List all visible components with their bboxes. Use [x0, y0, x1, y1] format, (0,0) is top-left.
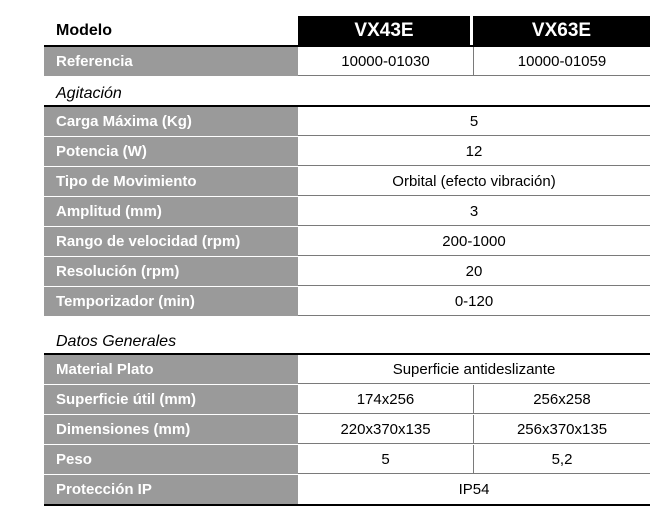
- row-label: Temporizador (min): [44, 287, 298, 316]
- section-agitacion: Agitación: [44, 77, 650, 107]
- row-value: 200-1000: [298, 227, 650, 256]
- row-label: Protección IP: [44, 475, 298, 504]
- referencia-row: [44, 47, 650, 77]
- value-vx63e: 5,2: [473, 445, 650, 474]
- table-row: [44, 385, 650, 415]
- row-label: Amplitud (mm): [44, 197, 298, 226]
- model-vx63e: VX63E: [473, 16, 650, 45]
- row-label: Tipo de Movimiento: [44, 167, 298, 196]
- table-row: [44, 167, 650, 197]
- value-vx63e: 256x370x135: [473, 415, 650, 444]
- ref-vx43e: 10000-01030: [298, 47, 473, 76]
- value-vx43e: 5: [298, 445, 473, 474]
- table-row: [44, 107, 650, 137]
- row-value: IP54: [458, 481, 490, 498]
- row-label: Referencia: [44, 47, 298, 76]
- section-datos-generales: Datos Generales: [44, 325, 650, 355]
- row-label: Material Plato: [44, 355, 298, 384]
- row-label: Peso: [44, 445, 298, 474]
- table-row: [44, 475, 650, 506]
- row-value: 12: [298, 137, 650, 166]
- value-vx43e: 220x370x135: [298, 415, 473, 444]
- table-row: [44, 197, 650, 227]
- row-value: 0-120: [298, 287, 650, 316]
- value-vx43e: 174x256: [298, 385, 473, 414]
- table-row: [44, 415, 650, 445]
- model-vx43e: VX43E: [298, 16, 470, 45]
- row-value: Orbital (efecto vibración): [298, 167, 650, 196]
- row-value: 5: [298, 107, 650, 136]
- row-label: Resolución (rpm): [44, 257, 298, 286]
- row-value: Superficie antideslizante: [298, 355, 650, 384]
- row-label: Potencia (W): [44, 137, 298, 166]
- ref-vx63e: 10000-01059: [473, 47, 650, 76]
- table-row: [44, 445, 650, 475]
- table-row: [44, 287, 650, 317]
- row-label: Rango de velocidad (rpm): [44, 227, 298, 256]
- header-row: [44, 16, 650, 47]
- row-value: 3: [298, 197, 650, 226]
- row-label: Carga Máxima (Kg): [44, 107, 298, 136]
- table-row: [44, 355, 650, 385]
- row-label: Dimensiones (mm): [44, 415, 298, 444]
- table-row: [44, 257, 650, 287]
- value-vx63e: 256x258: [473, 385, 650, 414]
- modelo-label: Modelo: [44, 16, 298, 45]
- row-label: Superficie útil (mm): [44, 385, 298, 414]
- row-value: 20: [298, 257, 650, 286]
- table-row: [44, 227, 650, 257]
- table-row: [44, 137, 650, 167]
- spec-table: [44, 16, 650, 506]
